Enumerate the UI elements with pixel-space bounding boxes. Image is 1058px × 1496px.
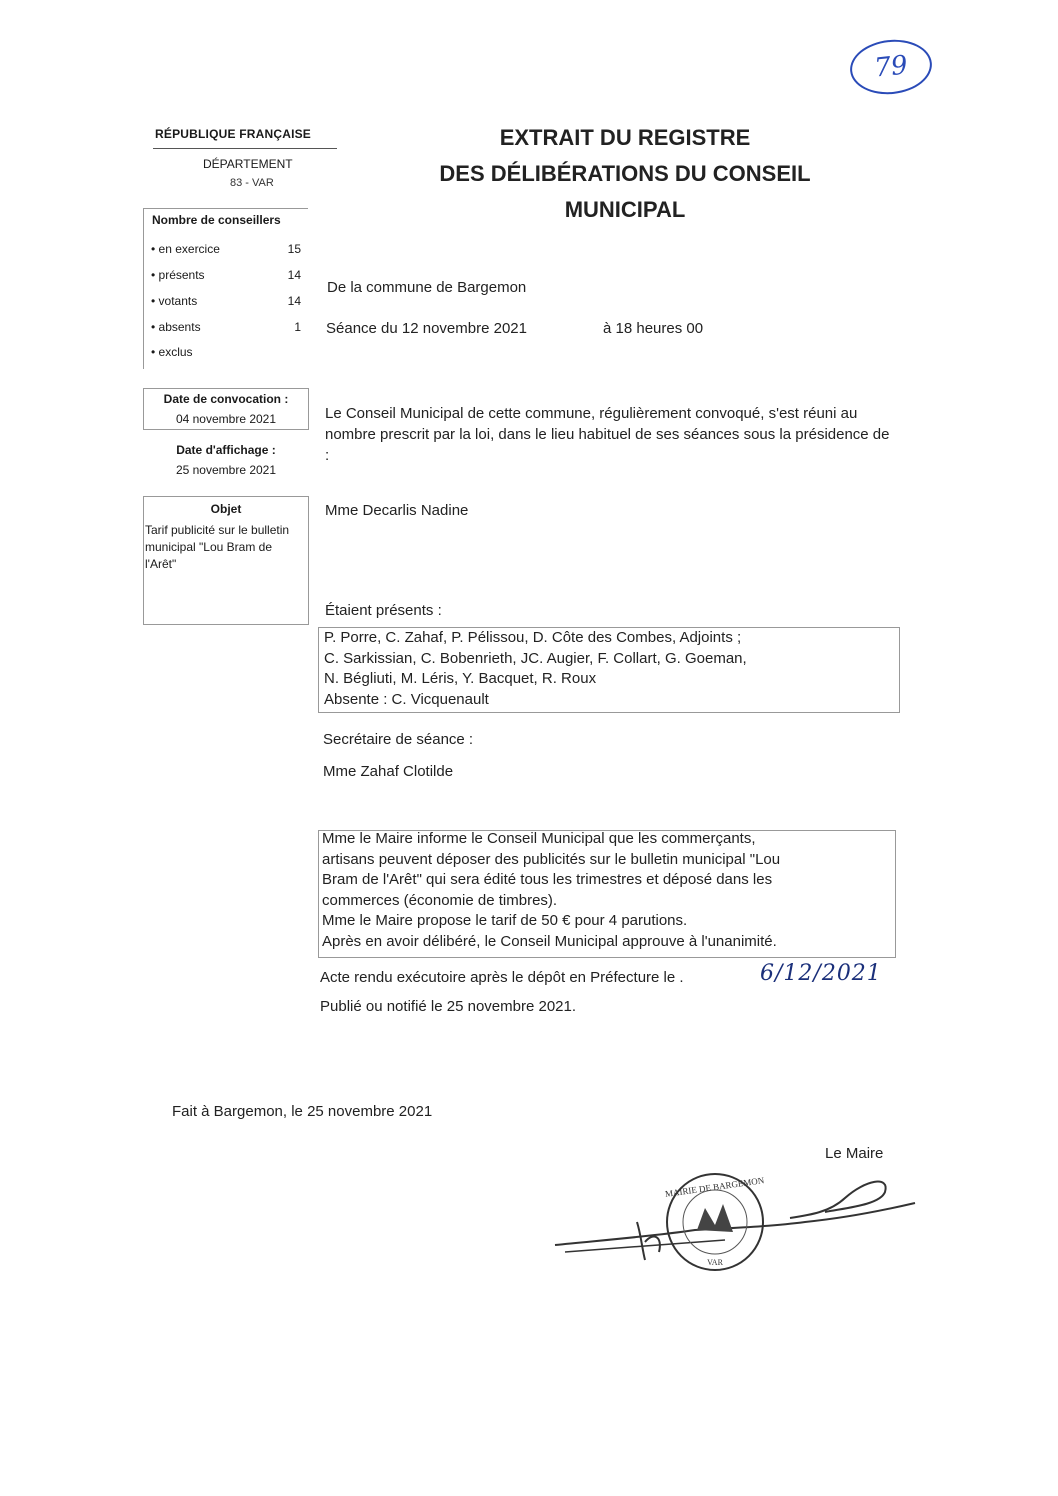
divider (153, 148, 337, 149)
stamp-emblem-icon (697, 1204, 733, 1232)
deliberation-line: commerces (économie de timbres). (322, 891, 558, 909)
svg-text:MAIRIE DE BARGEMON: MAIRIE DE BARGEMON (664, 1175, 765, 1199)
deliberation-line: Mme le Maire informe le Conseil Municipal que les commerçants, (322, 830, 756, 847)
signature-stamp (545, 1170, 925, 1280)
executoire-line: Acte rendu exécutoire après le dépôt en Préfecture le . (320, 969, 684, 986)
departement-label: DÉPARTEMENT (203, 157, 293, 171)
title-line-3: MUNICIPAL (564, 197, 686, 222)
presents-list (324, 628, 884, 710)
count-value: 15 (287, 242, 301, 256)
count-label: • en exercice (151, 242, 220, 256)
count-value: 14 (287, 268, 301, 282)
intro-paragraph: Le Conseil Municipal de cette commune, régulièrement convoqué, s'est réuni au nombre prescrit par la loi, dans le lieu habituel de ses séances sous la présidence de : (325, 405, 890, 464)
conseillers-heading: Nombre de conseillers (152, 213, 281, 227)
seance-date: Séance du 12 novembre 2021 (326, 320, 527, 337)
objet-label: Objet (210, 502, 242, 516)
maire-label: Le Maire (825, 1145, 884, 1162)
deliberation-line: Mme le Maire propose le tarif de 50 € pour 4 parutions. (322, 912, 688, 929)
presents-line: P. Porre, C. Zahaf, P. Pélissou, D. Côte des Combes, Adjoints ; (324, 629, 742, 646)
signature-stroke (555, 1203, 915, 1245)
presents-label: Étaient présents : (325, 602, 442, 619)
count-label: • présents (151, 268, 205, 282)
document-title (400, 120, 850, 228)
deliberation-line: artisans peuvent déposer des publicités sur le bulletin municipal "Lou (322, 850, 781, 868)
mairie-stamp (664, 1174, 765, 1270)
seance-time: à 18 heures 00 (603, 320, 704, 337)
count-label: • exclus (151, 345, 193, 359)
executoire-date: 6/12/2021 (760, 961, 882, 986)
commune-line: De la commune de Bargemon (327, 279, 527, 296)
secretaire-label: Secrétaire de séance : (323, 731, 474, 748)
count-label: • absents (151, 320, 201, 334)
objet-text: Tarif publicité sur le bulletin municipal "Lou Bram de l'Arêt" (145, 523, 290, 571)
affichage-date: 25 novembre 2021 (175, 463, 277, 477)
republique-label: RÉPUBLIQUE FRANÇAISE (155, 127, 312, 141)
departement-code: 83 - VAR (230, 177, 274, 189)
count-value: 1 (294, 320, 301, 334)
presents-line: Absente : C. Vicquenault (324, 690, 489, 708)
count-label: • votants (151, 294, 198, 308)
title-line-1: EXTRAIT DU REGISTRE (499, 125, 751, 150)
president-name: Mme Decarlis Nadine (325, 502, 469, 519)
convocation-date: 04 novembre 2021 (175, 412, 277, 426)
secretaire-name: Mme Zahaf Clotilde (323, 763, 454, 780)
deliberation-line: Après en avoir délibéré, le Conseil Municipal approuve à l'unanimité. (322, 932, 777, 950)
count-value: 14 (287, 294, 301, 308)
affichage-label: Date d'affichage : (176, 443, 276, 457)
deliberation-text (322, 829, 882, 952)
deliberation-line: Bram de l'Arêt" qui sera édité tous les trimestres et déposé dans les (322, 871, 773, 888)
presents-line: N. Bégliuti, M. Léris, Y. Bacquet, R. Roux (324, 670, 597, 687)
fait-line: Fait à Bargemon, le 25 novembre 2021 (172, 1103, 433, 1120)
convocation-label: Date de convocation : (163, 392, 289, 406)
presents-line: C. Sarkissian, C. Bobenrieth, JC. Augier, F. Collart, G. Goeman, (324, 649, 747, 667)
signature-initial (637, 1222, 660, 1260)
title-line-2: DES DÉLIBÉRATIONS DU CONSEIL (439, 161, 811, 186)
publie-line: Publié ou notifié le 25 novembre 2021. (320, 998, 577, 1015)
svg-text:VAR: VAR (707, 1258, 723, 1267)
page-number: 79 (847, 36, 934, 98)
